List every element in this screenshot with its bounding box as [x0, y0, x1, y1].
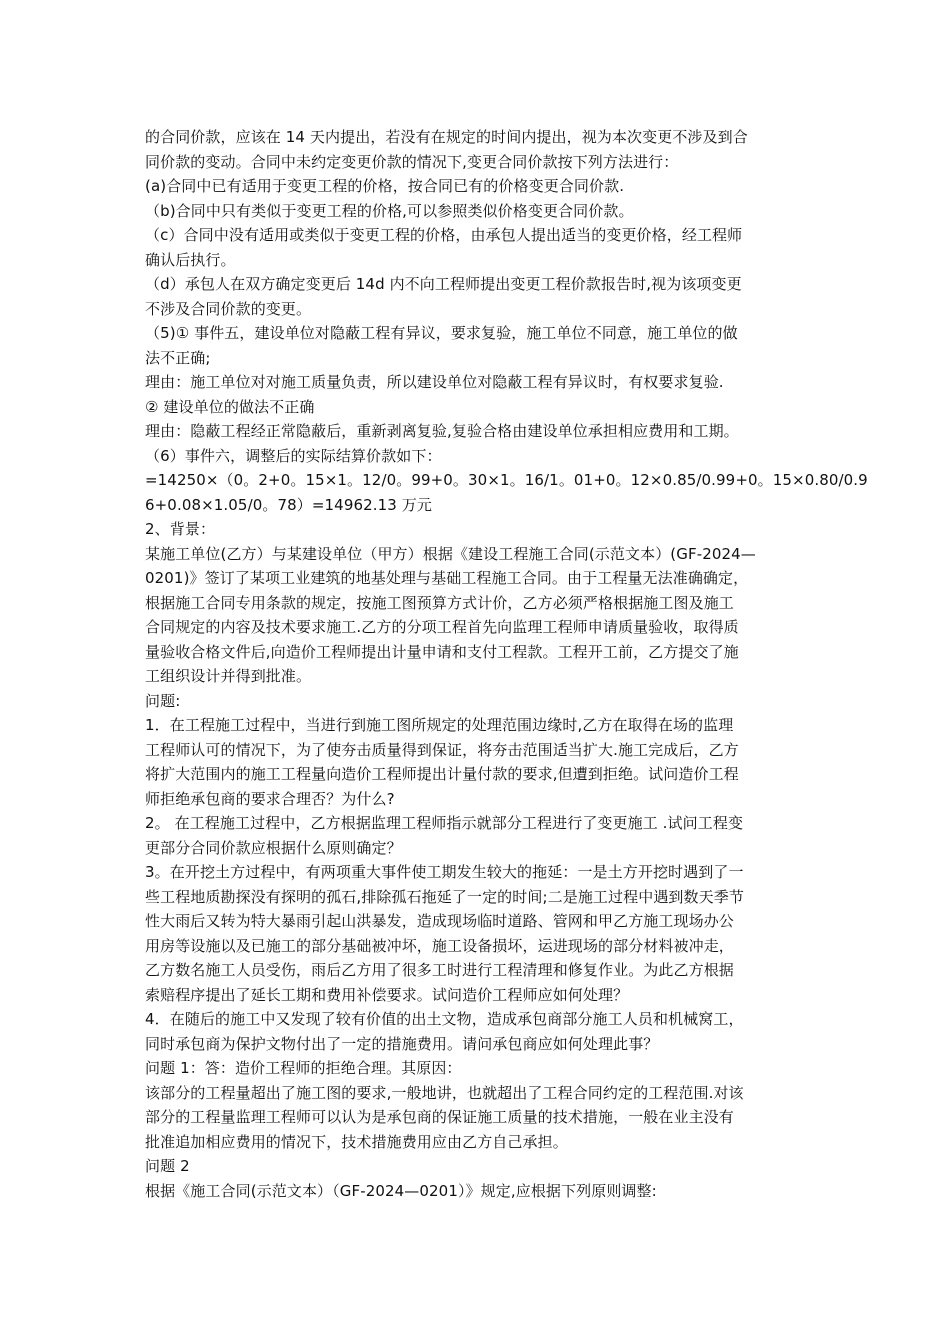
text-line: 根据《施工合同(示范文本）（GF-2024—0201）》规定,应根据下列原则调整: — [145, 1181, 657, 1200]
text-line: =14250×（0。2+0。15×1。12/0。99+0。30×1。16/1。01+0。12×0.85/0.99+0。15×0.80/0.9 — [145, 471, 868, 489]
text-line: 问题 1：答：造价工程师的拒绝合理。其原因： — [145, 1059, 462, 1077]
text-line: 索赔程序提出了延长工期和费用补偿要求。试问造价工程师应如何处理？ — [145, 985, 629, 1004]
text-line: 不涉及合同价款的变更。 — [145, 299, 312, 318]
text-line: （5)① 事件五，建设单位对隐蔽工程有异议，要求复验，施工单位不同意，施工单位的做 — [145, 324, 738, 342]
text-line: 工组织设计并得到批准。 — [145, 667, 312, 685]
text-line: 同时承包商为保护文物付出了一定的措施费用。请问承包商应如何处理此事？ — [145, 1034, 659, 1053]
text-line: 工程师认可的情况下，为了使夯击质量得到保证，将夯击范围适当扩大.施工完成后，乙方 — [145, 740, 739, 759]
text-line: 将扩大范围内的施工工程量向造价工程师提出计量付款的要求,但遭到拒绝。试问造价工程 — [145, 765, 739, 783]
text-line: 部分的工程量监理工程师可以认为是承包商的保证施工质量的技术措施，一般在业主没有 — [145, 1108, 734, 1126]
text-line: 3。在开挖土方过程中，有两项重大事件使工期发生较大的拖延：一是土方开挖时遇到了一 — [145, 863, 744, 881]
text-line: 2。 在工程施工过程中，乙方根据监理工程师指示就部分工程进行了变更施工 .试问工程变 — [145, 814, 744, 832]
text-line: 更部分合同价款应根据什么原则确定？ — [145, 838, 402, 857]
text-line: 根据施工合同专用条款的规定，按施工图预算方式计价，乙方必须严格根据施工图及施工 — [145, 593, 734, 612]
text-line: 0201)》签订了某项工业建筑的地基处理与基础工程施工合同。由于工程量无法准确确定， — [145, 569, 749, 587]
text-line: 问题: — [145, 691, 181, 710]
text-line: ② 建设单位的做法不正确 — [145, 397, 315, 416]
text-line: 量验收合格文件后,向造价工程师提出计量申请和支付工程款。工程开工前，乙方提交了施 — [145, 642, 739, 661]
text-line: 师拒绝承包商的要求合理否？为什么? — [145, 789, 395, 808]
text-line: 2、背景： — [145, 520, 216, 538]
text-line: 理由：施工单位对对施工质量负责，所以建设单位对隐蔽工程有异议时，有权要求复验. — [145, 373, 724, 391]
text-line: 1．在工程施工过程中，当进行到施工图所规定的处理范围边缘时,乙方在取得在场的监理 — [145, 716, 734, 734]
text-line: 合同规定的内容及技术要求施工.乙方的分项工程首先向监理工程师申请质量验收，取得质 — [145, 618, 739, 636]
text-line: 某施工单位(乙方）与某建设单位（甲方）根据《建设工程施工合同(示范文本）(GF-2024— — [145, 544, 756, 563]
text-line: （c）合同中没有适用或类似于变更工程的价格，由承包人提出适当的变更价格，经工程师 — [145, 226, 743, 244]
text-line: 的合同价款，应该在 14 天内提出，若没有在规定的时间内提出，视为本次变更不涉及到合 — [145, 128, 748, 146]
text-line: （6）事件六，调整后的实际结算价款如下： — [145, 446, 442, 465]
text-line: 理由：隐蔽工程经正常隐蔽后，重新剥离复验,复验合格由建设单位承担相应费用和工期。 — [145, 422, 739, 440]
text-line: 6+0.08×1.05/0。78）=14962.13 万元 — [145, 495, 432, 514]
text-line: 用房等设施以及已施工的部分基础被冲坏，施工设备损坏，运进现场的部分材料被冲走， — [145, 936, 734, 955]
text-line: 性大雨后又转为特大暴雨引起山洪暴发，造成现场临时道路、管网和甲乙方施工现场办公 — [145, 912, 734, 930]
text-line: 乙方数名施工人员受伤，雨后乙方用了很多工时进行工程清理和修复作业。为此乙方根据 — [145, 961, 734, 979]
text-line: 些工程地质勘探没有探明的孤石,排除孤石拖延了一定的时间;二是施工过程中遇到数天季节 — [145, 887, 744, 906]
text-line: 问题 2 — [145, 1157, 190, 1175]
text-line: (a)合同中已有适用于变更工程的价格，按合同已有的价格变更合同价款. — [145, 177, 625, 195]
text-line: 法不正确; — [145, 348, 211, 367]
text-line: 4．在随后的施工中又发现了较有价值的出土文物，造成承包商部分施工人员和机械窝工， — [145, 1010, 744, 1028]
text-line: （b)合同中只有类似于变更工程的价格,可以参照类似价格变更合同价款。 — [145, 201, 634, 220]
text-line: 同价款的变动。合同中未约定变更价款的情况下,变更合同价款按下列方法进行： — [145, 152, 679, 171]
text-line: 确认后执行。 — [145, 250, 236, 269]
text-line: （d）承包人在双方确定变更后 14d 内不向工程师提出变更工程价款报告时,视为该项变更 — [145, 275, 742, 293]
document-page — [145, 125, 868, 1203]
text-line: 该部分的工程量超出了施工图的要求,一般地讲，也就超出了工程合同约定的工程范围.对该 — [145, 1083, 744, 1102]
text-line: 批准追加相应费用的情况下，技术措施费用应由乙方自己承担。 — [145, 1132, 568, 1151]
